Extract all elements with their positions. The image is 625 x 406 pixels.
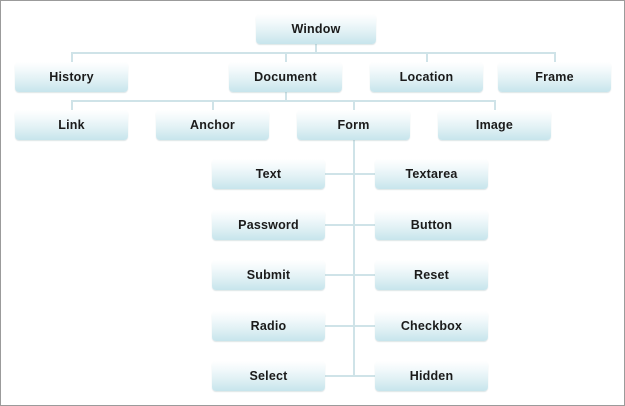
- connector-branch-checkbox: [353, 325, 375, 327]
- node-label-image: Image: [475, 118, 514, 132]
- node-text[interactable]: [212, 159, 325, 189]
- node-label-submit: Submit: [246, 268, 291, 282]
- connector-frame-drop: [554, 52, 556, 62]
- connector-branch-hidden: [353, 375, 375, 377]
- node-image[interactable]: [438, 110, 551, 140]
- connector-branch-password: [325, 224, 353, 226]
- node-form[interactable]: [297, 110, 410, 140]
- connector-branch-textarea: [353, 173, 375, 175]
- node-button[interactable]: [375, 210, 488, 240]
- connector-anchor-drop: [212, 100, 214, 110]
- node-hidden[interactable]: [375, 361, 488, 391]
- connector-form-spine: [353, 140, 355, 376]
- connector-history-drop: [71, 52, 73, 62]
- node-submit[interactable]: [212, 260, 325, 290]
- connector-level1-bus: [71, 52, 555, 54]
- connector-branch-select: [325, 375, 353, 377]
- connector-branch-radio: [325, 325, 353, 327]
- node-label-button: Button: [410, 218, 453, 232]
- node-label-window: Window: [291, 22, 341, 36]
- node-label-hidden: Hidden: [409, 369, 454, 383]
- node-select[interactable]: [212, 361, 325, 391]
- node-frame[interactable]: [498, 62, 611, 92]
- node-location[interactable]: [370, 62, 483, 92]
- node-label-radio: Radio: [250, 319, 287, 333]
- node-label-select: Select: [249, 369, 288, 383]
- connector-level2-bus: [71, 100, 495, 102]
- connector-branch-button: [353, 224, 375, 226]
- node-label-document: Document: [254, 70, 317, 84]
- node-password[interactable]: [212, 210, 325, 240]
- connector-location-drop: [426, 52, 428, 62]
- node-label-form: Form: [337, 118, 370, 132]
- node-label-password: Password: [238, 218, 299, 232]
- node-label-anchor: Anchor: [190, 118, 235, 132]
- connector-document-drop: [285, 52, 287, 62]
- node-label-textarea: Textarea: [405, 167, 458, 181]
- connector-branch-submit: [325, 274, 353, 276]
- connector-form-drop: [353, 100, 355, 110]
- node-history[interactable]: [15, 62, 128, 92]
- node-label-text: Text: [255, 167, 282, 181]
- node-anchor[interactable]: [156, 110, 269, 140]
- node-label-link: Link: [58, 118, 85, 132]
- connector-link-drop: [71, 100, 73, 110]
- connector-branch-reset: [353, 274, 375, 276]
- node-label-checkbox: Checkbox: [400, 319, 463, 333]
- connector-image-drop: [494, 100, 496, 110]
- node-label-reset: Reset: [413, 268, 450, 282]
- connector-branch-text: [325, 173, 353, 175]
- node-label-location: Location: [399, 70, 454, 84]
- node-window[interactable]: [256, 14, 376, 44]
- node-document[interactable]: [229, 62, 342, 92]
- node-checkbox[interactable]: [375, 311, 488, 341]
- node-textarea[interactable]: [375, 159, 488, 189]
- node-link[interactable]: [15, 110, 128, 140]
- node-radio[interactable]: [212, 311, 325, 341]
- node-label-frame: Frame: [535, 70, 574, 84]
- node-reset[interactable]: [375, 260, 488, 290]
- node-label-history: History: [49, 70, 94, 84]
